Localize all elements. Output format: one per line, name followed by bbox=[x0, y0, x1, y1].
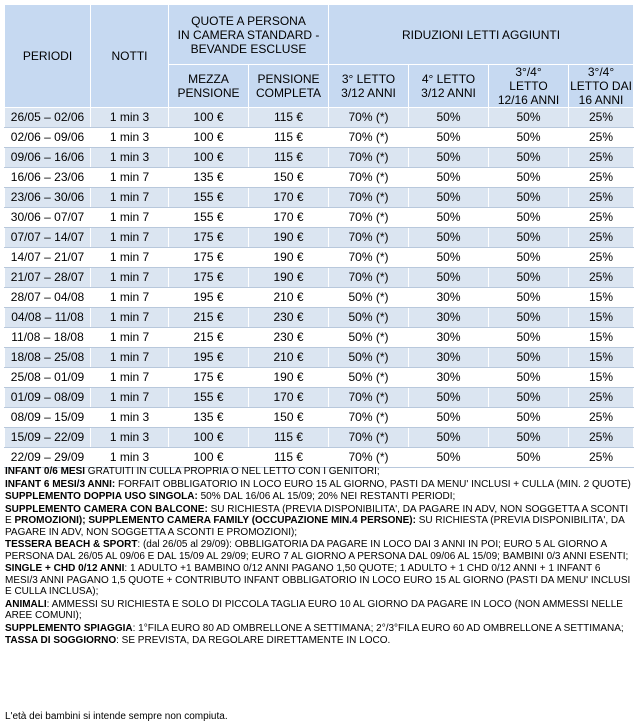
header-line: 16 ANNI bbox=[578, 93, 624, 107]
cell-periodo: 26/05 – 02/06 bbox=[5, 108, 91, 128]
table-row bbox=[5, 368, 634, 388]
cell-pensione-completa: 170 € bbox=[249, 188, 329, 208]
cell-quarto-letto: 50% bbox=[409, 428, 489, 448]
cell-letto-16: 15% bbox=[569, 368, 634, 388]
cell-notti: 1 min 3 bbox=[91, 108, 169, 128]
cell-notti: 1 min 3 bbox=[91, 128, 169, 148]
cell-letto-16: 15% bbox=[569, 308, 634, 328]
note-label: SUPPLEMENTO CAMERA CON BALCONE: bbox=[5, 503, 208, 515]
cell-quarto-letto: 50% bbox=[409, 228, 489, 248]
cell-quarto-letto: 50% bbox=[409, 388, 489, 408]
cell-quarto-letto: 50% bbox=[409, 248, 489, 268]
cell-mezza-pensione: 100 € bbox=[169, 128, 249, 148]
cell-terzo-letto: 70% (*) bbox=[329, 268, 409, 288]
cell-quarto-letto: 50% bbox=[409, 108, 489, 128]
cell-periodo: 07/07 – 14/07 bbox=[5, 228, 91, 248]
table-row bbox=[5, 348, 634, 368]
cell-terzo-letto: 50% (*) bbox=[329, 308, 409, 328]
header-periodi: PERIODI bbox=[5, 5, 91, 108]
cell-pensione-completa: 115 € bbox=[249, 128, 329, 148]
cell-notti: 1 min 3 bbox=[91, 428, 169, 448]
cell-notti: 1 min 7 bbox=[91, 188, 169, 208]
cell-notti: 1 min 3 bbox=[91, 448, 169, 468]
table-row bbox=[5, 188, 634, 208]
header-riduzioni: RIDUZIONI LETTI AGGIUNTI bbox=[329, 5, 634, 65]
cell-letto-16: 15% bbox=[569, 328, 634, 348]
header-line: LETTO bbox=[509, 79, 548, 93]
cell-pensione-completa: 170 € bbox=[249, 208, 329, 228]
note-item bbox=[5, 539, 631, 562]
table-row bbox=[5, 328, 634, 348]
cell-pensione-completa: 230 € bbox=[249, 308, 329, 328]
cell-notti: 1 min 7 bbox=[91, 268, 169, 288]
notes-section bbox=[5, 466, 631, 648]
cell-terzo-letto: 70% (*) bbox=[329, 188, 409, 208]
cell-letto-12-16: 50% bbox=[489, 328, 569, 348]
note-text: GRATUITI IN CULLA PROPRIA O NEL LETTO CON I GENITORI; bbox=[85, 466, 380, 477]
cell-notti: 1 min 3 bbox=[91, 408, 169, 428]
header-line: MEZZA bbox=[188, 72, 229, 86]
cell-periodo: 22/09 – 29/09 bbox=[5, 448, 91, 468]
cell-quarto-letto: 50% bbox=[409, 188, 489, 208]
cell-quarto-letto: 50% bbox=[409, 268, 489, 288]
note-item bbox=[5, 599, 631, 622]
header-quote-line: IN CAMERA STANDARD - bbox=[177, 27, 320, 42]
table-row bbox=[5, 128, 634, 148]
cell-periodo: 23/06 – 30/06 bbox=[5, 188, 91, 208]
header-quote-line: BEVANDE ESCLUSE bbox=[190, 41, 307, 56]
table-row bbox=[5, 228, 634, 248]
cell-mezza-pensione: 155 € bbox=[169, 388, 249, 408]
note-label: SUPPLEMENTO DOPPIA USO SINGOLA: bbox=[5, 491, 198, 502]
header-line: COMPLETA bbox=[255, 86, 322, 100]
table-row bbox=[5, 148, 634, 168]
cell-terzo-letto: 50% (*) bbox=[329, 328, 409, 348]
cell-mezza-pensione: 195 € bbox=[169, 348, 249, 368]
cell-mezza-pensione: 135 € bbox=[169, 408, 249, 428]
cell-letto-12-16: 50% bbox=[489, 208, 569, 228]
header-line: 3° LETTO bbox=[341, 72, 396, 86]
note-label: INFANT 0/6 MESI bbox=[5, 466, 86, 477]
cell-letto-16: 25% bbox=[569, 108, 634, 128]
note-item bbox=[5, 479, 631, 491]
cell-letto-12-16: 50% bbox=[489, 128, 569, 148]
cell-letto-12-16: 50% bbox=[489, 448, 569, 468]
cell-quarto-letto: 50% bbox=[409, 148, 489, 168]
cell-periodo: 09/06 – 16/06 bbox=[5, 148, 91, 168]
header-quote bbox=[169, 5, 329, 65]
cell-letto-12-16: 50% bbox=[489, 108, 569, 128]
note-item bbox=[5, 623, 631, 635]
header-terzo-letto bbox=[329, 65, 409, 108]
cell-pensione-completa: 230 € bbox=[249, 328, 329, 348]
cell-pensione-completa: 190 € bbox=[249, 248, 329, 268]
cell-letto-16: 25% bbox=[569, 248, 634, 268]
note-label: SINGLE + CHD 0/12 ANNI bbox=[5, 563, 125, 574]
cell-letto-12-16: 50% bbox=[489, 188, 569, 208]
header-quote-line: QUOTE A PERSONA bbox=[191, 13, 306, 28]
table-row bbox=[5, 288, 634, 308]
cell-letto-16: 25% bbox=[569, 228, 634, 248]
cell-periodo: 28/07 – 04/08 bbox=[5, 288, 91, 308]
note-text: : 1°FILA EURO 80 AD OMBRELLONE A SETTIMANA; 2°/3°FILA EURO 60 AD OMBRELLONE A SETTIMANA; bbox=[132, 622, 624, 634]
table-body bbox=[5, 108, 634, 468]
cell-pensione-completa: 115 € bbox=[249, 148, 329, 168]
cell-mezza-pensione: 175 € bbox=[169, 268, 249, 288]
cell-periodo: 02/06 – 09/06 bbox=[5, 128, 91, 148]
note-text: : SE PREVISTA, DA REGOLARE DIRETTAMENTE IN LOCO. bbox=[116, 635, 391, 646]
note-text: FORFAIT OBBLIGATORIO IN LOCO EURO 15 AL GIORNO, PASTI DA MENU' INCLUSI + CULLA (MIN. 2 QUOTE) bbox=[115, 478, 631, 490]
header-notti: NOTTI bbox=[91, 5, 169, 108]
header-mezza-pensione bbox=[169, 65, 249, 108]
price-table bbox=[4, 4, 634, 468]
cell-quarto-letto: 30% bbox=[409, 308, 489, 328]
table-row bbox=[5, 388, 634, 408]
note-text: SU RICHIESTA (PREVIA DISPONIBILITA', DA PAGARE IN ADV, NON SOGGETTA A SCONTI E bbox=[5, 503, 629, 526]
header-line: 4° LETTO bbox=[421, 72, 476, 86]
note-text: : AMMESSI SU RICHIESTA E SOLO DI PICCOLA TAGLIA EURO 10 AL GIORNO DA PAGARE IN LOCO (NON AMMESSI NELLE AREE COMUNI); bbox=[5, 598, 623, 621]
note-item bbox=[5, 563, 631, 598]
cell-quarto-letto: 30% bbox=[409, 368, 489, 388]
cell-terzo-letto: 70% (*) bbox=[329, 388, 409, 408]
cell-quarto-letto: 30% bbox=[409, 288, 489, 308]
table-row bbox=[5, 308, 634, 328]
cell-pensione-completa: 150 € bbox=[249, 408, 329, 428]
cell-mezza-pensione: 100 € bbox=[169, 108, 249, 128]
cell-periodo: 11/08 – 18/08 bbox=[5, 328, 91, 348]
cell-mezza-pensione: 215 € bbox=[169, 308, 249, 328]
cell-letto-16: 25% bbox=[569, 168, 634, 188]
cell-periodo: 18/08 – 25/08 bbox=[5, 348, 91, 368]
cell-mezza-pensione: 135 € bbox=[169, 168, 249, 188]
cell-pensione-completa: 115 € bbox=[249, 428, 329, 448]
table-row bbox=[5, 108, 634, 128]
cell-letto-12-16: 50% bbox=[489, 268, 569, 288]
note-label: ANIMALI bbox=[5, 598, 47, 610]
cell-letto-16: 25% bbox=[569, 208, 634, 228]
cell-terzo-letto: 70% (*) bbox=[329, 448, 409, 468]
cell-notti: 1 min 7 bbox=[91, 308, 169, 328]
note-text: : 1 ADULTO +1 BAMBINO 0/12 ANNI PAGANO 1,50 QUOTE; 1 ADULTO + 1 CHD 0/12 ANNI + 1 INFANT 6 MESI/3 ANNI PAGANO 1,5 QUOTE + CONTRIBUTO INFANT OBBLIGATORIO IN LOCO EURO 15 AL GIORNO (PASTI DA MENU' INCLUSI E CULLA INCLUSA); bbox=[5, 563, 631, 597]
cell-letto-12-16: 50% bbox=[489, 308, 569, 328]
cell-notti: 1 min 7 bbox=[91, 168, 169, 188]
cell-letto-16: 25% bbox=[569, 148, 634, 168]
cell-periodo: 01/09 – 08/09 bbox=[5, 388, 91, 408]
cell-mezza-pensione: 175 € bbox=[169, 228, 249, 248]
cell-notti: 1 min 7 bbox=[91, 368, 169, 388]
table-row bbox=[5, 168, 634, 188]
cell-mezza-pensione: 100 € bbox=[169, 428, 249, 448]
cell-terzo-letto: 70% (*) bbox=[329, 228, 409, 248]
cell-terzo-letto: 70% (*) bbox=[329, 168, 409, 188]
cell-letto-16: 25% bbox=[569, 268, 634, 288]
cell-periodo: 08/09 – 15/09 bbox=[5, 408, 91, 428]
table-row bbox=[5, 248, 634, 268]
cell-letto-16: 25% bbox=[569, 128, 634, 148]
cell-periodo: 14/07 – 21/07 bbox=[5, 248, 91, 268]
cell-letto-12-16: 50% bbox=[489, 288, 569, 308]
cell-quarto-letto: 50% bbox=[409, 448, 489, 468]
cell-quarto-letto: 50% bbox=[409, 408, 489, 428]
cell-periodo: 04/08 – 11/08 bbox=[5, 308, 91, 328]
cell-periodo: 25/08 – 01/09 bbox=[5, 368, 91, 388]
cell-terzo-letto: 70% (*) bbox=[329, 148, 409, 168]
header-line: 3°/4° bbox=[515, 65, 542, 79]
cell-letto-12-16: 50% bbox=[489, 368, 569, 388]
cell-pensione-completa: 210 € bbox=[249, 348, 329, 368]
header-line: 3/12 ANNI bbox=[341, 86, 396, 100]
note-label: TESSERA BEACH & SPORT bbox=[5, 539, 138, 550]
cell-letto-16: 25% bbox=[569, 448, 634, 468]
note-text: : (dal 26/05 al 29/09): OBBLIGATORIA DA PAGARE IN LOCO DAI 3 ANNI IN POI; EURO 5 AL GIORNO A PERSONA DAL 26/05 AL 09/06 E DAL 15/09 AL 29/09; EURO 7 AL GIORNO A PERSONA DAL 09/06 AL 15/09; BAMBINI 0/3 ANNI ESENTI; bbox=[5, 539, 629, 562]
table-row bbox=[5, 428, 634, 448]
header-pensione-completa bbox=[249, 65, 329, 108]
cell-letto-12-16: 50% bbox=[489, 408, 569, 428]
note-label: PROMOZIONI); SUPPLEMENTO CAMERA FAMILY (OCCUPAZIONE MIN.4 PERSONE): bbox=[14, 515, 416, 526]
header-letto-12-16 bbox=[489, 65, 569, 108]
cell-mezza-pensione: 155 € bbox=[169, 208, 249, 228]
cell-periodo: 30/06 – 07/07 bbox=[5, 208, 91, 228]
cell-pensione-completa: 190 € bbox=[249, 228, 329, 248]
cell-letto-12-16: 50% bbox=[489, 388, 569, 408]
cell-mezza-pensione: 215 € bbox=[169, 328, 249, 348]
cell-periodo: 21/07 – 28/07 bbox=[5, 268, 91, 288]
cell-quarto-letto: 50% bbox=[409, 128, 489, 148]
note-item bbox=[5, 504, 631, 539]
cell-terzo-letto: 70% (*) bbox=[329, 428, 409, 448]
table-row bbox=[5, 268, 634, 288]
cell-quarto-letto: 30% bbox=[409, 328, 489, 348]
cell-notti: 1 min 7 bbox=[91, 248, 169, 268]
header-quarto-letto bbox=[409, 65, 489, 108]
table-header bbox=[5, 5, 634, 108]
cell-letto-12-16: 50% bbox=[489, 428, 569, 448]
cell-mezza-pensione: 175 € bbox=[169, 368, 249, 388]
cell-notti: 1 min 7 bbox=[91, 228, 169, 248]
cell-terzo-letto: 70% (*) bbox=[329, 408, 409, 428]
cell-letto-16: 25% bbox=[569, 428, 634, 448]
note-item bbox=[5, 635, 631, 647]
cell-pensione-completa: 190 € bbox=[249, 368, 329, 388]
cell-notti: 1 min 3 bbox=[91, 148, 169, 168]
cell-notti: 1 min 7 bbox=[91, 288, 169, 308]
cell-pensione-completa: 210 € bbox=[249, 288, 329, 308]
cell-terzo-letto: 70% (*) bbox=[329, 248, 409, 268]
cell-pensione-completa: 115 € bbox=[249, 448, 329, 468]
table-row bbox=[5, 408, 634, 428]
cell-mezza-pensione: 195 € bbox=[169, 288, 249, 308]
cell-mezza-pensione: 175 € bbox=[169, 248, 249, 268]
cell-quarto-letto: 50% bbox=[409, 208, 489, 228]
header-line: PENSIONE bbox=[177, 86, 240, 100]
cell-terzo-letto: 50% (*) bbox=[329, 348, 409, 368]
cell-mezza-pensione: 100 € bbox=[169, 148, 249, 168]
cell-pensione-completa: 150 € bbox=[249, 168, 329, 188]
cell-letto-16: 15% bbox=[569, 288, 634, 308]
note-item bbox=[5, 466, 631, 478]
header-line: LETTO DAI bbox=[570, 79, 632, 93]
cell-letto-12-16: 50% bbox=[489, 148, 569, 168]
cell-terzo-letto: 70% (*) bbox=[329, 208, 409, 228]
cell-pensione-completa: 170 € bbox=[249, 388, 329, 408]
cell-notti: 1 min 7 bbox=[91, 388, 169, 408]
cell-letto-12-16: 50% bbox=[489, 168, 569, 188]
cell-letto-12-16: 50% bbox=[489, 248, 569, 268]
cell-letto-12-16: 50% bbox=[489, 228, 569, 248]
cell-periodo: 15/09 – 22/09 bbox=[5, 428, 91, 448]
cell-notti: 1 min 7 bbox=[91, 208, 169, 228]
cell-letto-16: 25% bbox=[569, 408, 634, 428]
note-label: INFANT 6 MESI/3 ANNI: bbox=[5, 478, 116, 490]
header-line: 3/12 ANNI bbox=[421, 86, 476, 100]
header-letto-16 bbox=[569, 65, 634, 108]
note-item bbox=[5, 491, 631, 503]
cell-letto-16: 25% bbox=[569, 188, 634, 208]
note-label: TASSA DI SOGGIORNO bbox=[5, 635, 117, 646]
note-text: 50% DAL 16/06 AL 15/09; 20% NEI RESTANTI PERIODI; bbox=[197, 491, 456, 502]
cell-pensione-completa: 190 € bbox=[249, 268, 329, 288]
cell-mezza-pensione: 155 € bbox=[169, 188, 249, 208]
cell-quarto-letto: 30% bbox=[409, 348, 489, 368]
cell-terzo-letto: 50% (*) bbox=[329, 288, 409, 308]
cell-terzo-letto: 70% (*) bbox=[329, 108, 409, 128]
header-line: 12/16 ANNI bbox=[497, 93, 560, 107]
table-row bbox=[5, 208, 634, 228]
cell-terzo-letto: 50% (*) bbox=[329, 368, 409, 388]
cell-notti: 1 min 7 bbox=[91, 328, 169, 348]
cell-quarto-letto: 50% bbox=[409, 168, 489, 188]
cell-notti: 1 min 7 bbox=[91, 348, 169, 368]
note-label: SUPPLEMENTO SPIAGGIA bbox=[5, 622, 133, 634]
cell-pensione-completa: 115 € bbox=[249, 108, 329, 128]
footer-note: L'età dei bambini si intende sempre non compiuta. bbox=[5, 711, 228, 722]
note-text: SU RICHIESTA (PREVIA DISPONIBILITA', DA PAGARE IN ADV, NON SOGGETTA A SCONTI E PROMOZIONI); bbox=[5, 515, 625, 538]
cell-terzo-letto: 70% (*) bbox=[329, 128, 409, 148]
header-line: PENSIONE bbox=[257, 72, 320, 86]
cell-letto-16: 15% bbox=[569, 348, 634, 368]
cell-mezza-pensione: 100 € bbox=[169, 448, 249, 468]
cell-periodo: 16/06 – 23/06 bbox=[5, 168, 91, 188]
cell-letto-12-16: 50% bbox=[489, 348, 569, 368]
cell-letto-16: 25% bbox=[569, 388, 634, 408]
table-row bbox=[5, 448, 634, 468]
header-line: 3°/4° bbox=[587, 65, 615, 79]
